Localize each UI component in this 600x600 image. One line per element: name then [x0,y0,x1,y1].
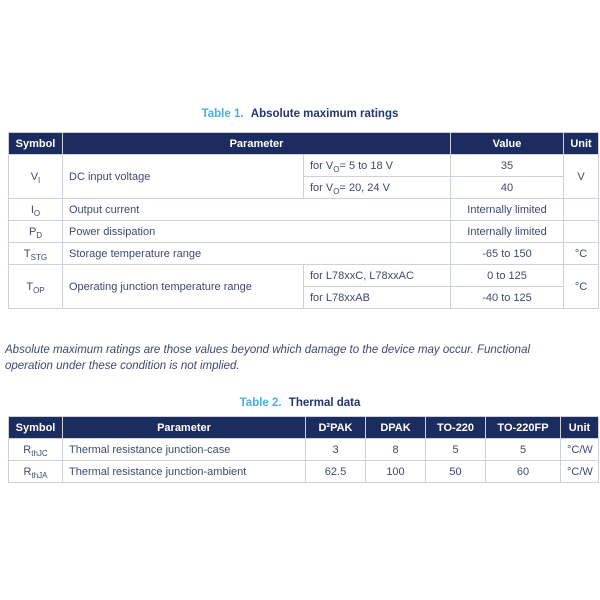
table1-header-unit: Unit [564,133,599,155]
symbol-cell [9,199,63,221]
table2-caption [0,396,600,410]
value-cell: -40 to 125 [451,287,564,309]
table2-header-unit: Unit [561,417,599,439]
condition-text: for V [310,159,334,172]
table2-header-d2pak: D²PAK [306,417,366,439]
symbol-base: P [28,225,37,238]
table1-caption [0,0,600,121]
table1-header-parameter: Parameter [63,133,451,155]
table2-header-symbol: Symbol [9,417,63,439]
symbol-subscript: STG [30,252,48,262]
table2-header-dpak: DPAK [366,417,426,439]
condition-cell [304,177,451,199]
symbol-cell [9,439,63,461]
symbol-cell [9,243,63,265]
unit-cell: °C/W [561,439,599,461]
table2-header-to220fp: TO-220FP [486,417,561,439]
symbol-base: R [23,443,32,456]
table2-header-to220: TO-220 [426,417,486,439]
table-row [9,461,599,483]
table1-header-row [9,133,599,155]
condition-cell [304,155,451,177]
table-row [9,155,599,177]
table2-header-parameter: Parameter [63,417,306,439]
condition-text: = 20, 24 V [339,181,390,194]
value-cell: 40 [451,177,564,199]
symbol-base: I [30,203,34,216]
unit-cell: °C [564,243,599,265]
value-cell: 8 [366,439,426,461]
parameter-cell: Thermal resistance junction-ambient [63,461,306,483]
unit-cell: °C/W [561,461,599,483]
value-cell: 5 [486,439,561,461]
value-cell: 35 [451,155,564,177]
value-cell: 50 [426,461,486,483]
symbol-base: T [23,247,31,260]
table-row [9,221,599,243]
symbol-subscript: O [33,208,41,218]
table2-caption-label: Table 2. [239,397,282,409]
condition-subscript: O [333,186,340,196]
table-row [9,265,599,287]
value-cell: Internally limited [451,221,564,243]
symbol-subscript: D [36,230,43,240]
thermal-data-table [8,416,599,483]
parameter-cell: Power dissipation [63,221,451,243]
value-cell: 3 [306,439,366,461]
symbol-base: R [23,465,32,478]
value-cell: -65 to 150 [451,243,564,265]
table1-caption-title: Absolute maximum ratings [250,108,399,120]
value-cell: 100 [366,461,426,483]
absolute-maximum-ratings-table [8,132,599,309]
symbol-cell [9,221,63,243]
value-cell: 0 to 125 [451,265,564,287]
symbol-subscript: OP [33,285,45,295]
unit-cell [564,199,599,221]
unit-cell: °C [564,265,599,309]
note-line: operation under these condition is not implied. [5,360,240,372]
parameter-cell: DC input voltage [63,155,304,199]
parameter-cell: Operating junction temperature range [63,265,304,309]
note-line: Absolute maximum ratings are those values beyond which damage to the device may occur. Functional [5,344,531,356]
table-row [9,243,599,265]
symbol-subscript: thJC [31,448,48,458]
symbol-cell [9,265,63,309]
parameter-cell: Output current [63,199,451,221]
table1-header-value: Value [451,133,564,155]
unit-cell: V [564,155,599,199]
symbol-subscript: I [38,175,41,185]
symbol-subscript: thJA [31,470,48,480]
symbol-cell [9,461,63,483]
value-cell: Internally limited [451,199,564,221]
unit-cell [564,221,599,243]
condition-subscript: O [333,164,340,174]
table-row [9,199,599,221]
parameter-cell: Thermal resistance junction-case [63,439,306,461]
table2-caption-title: Thermal data [288,397,361,409]
symbol-cell [9,155,63,199]
condition-text: for V [310,181,334,194]
table1-caption-label: Table 1. [201,108,244,120]
value-cell: 62.5 [306,461,366,483]
symbol-base: V [30,170,39,183]
table-row [9,439,599,461]
value-cell: 5 [426,439,486,461]
table2-header-row [9,417,599,439]
condition-cell: for L78xxAB [304,287,451,309]
condition-text: = 5 to 18 V [339,159,393,172]
parameter-cell: Storage temperature range [63,243,451,265]
condition-cell: for L78xxC, L78xxAC [304,265,451,287]
value-cell: 60 [486,461,561,483]
symbol-base: T [26,280,34,293]
table1-header-symbol: Symbol [9,133,63,155]
absolute-maximum-ratings-note [5,342,580,374]
